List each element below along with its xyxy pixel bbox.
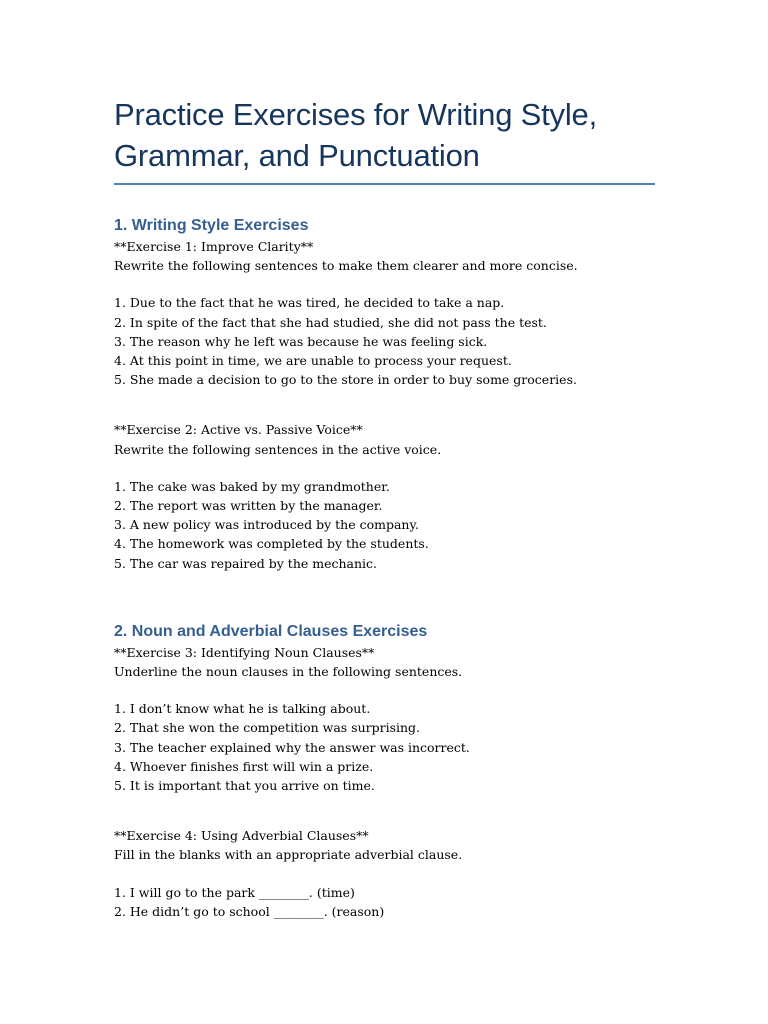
exercise-3-list — [114, 699, 655, 795]
list-item: 1. Due to the fact that he was tired, he decided to take a nap. — [114, 295, 505, 311]
exercise-1-list — [114, 293, 655, 389]
exercise-1-label: **Exercise 1: Improve Clarity** — [114, 239, 314, 254]
exercise-2-label: **Exercise 2: Active vs. Passive Voice** — [114, 422, 363, 438]
list-item: 4. Whoever finishes first will win a prize. — [114, 758, 374, 774]
exercise-4-instruction: Fill in the blanks with an appropriate adverbial clause. — [114, 847, 463, 863]
list-item: 3. The teacher explained why the answer was incorrect. — [114, 739, 470, 755]
list-item: 2. He didn’t go to school ________. (reason) — [114, 903, 385, 919]
list-item: 4. The homework was completed by the students. — [114, 536, 429, 552]
exercise-4-label: **Exercise 4: Using Adverbial Clauses** — [114, 828, 369, 844]
exercise-2-list — [114, 477, 655, 573]
list-item: 4. At this point in time, we are unable to process your request. — [114, 353, 512, 369]
list-item: 2. In spite of the fact that she had studied, she did not pass the test. — [114, 314, 547, 330]
exercise-3-instruction: Underline the noun clauses in the following sentences. — [114, 664, 463, 680]
list-item: 5. She made a decision to go to the store in order to buy some groceries. — [114, 372, 577, 388]
title-line-1: Practice Exercises for Writing Style, — [114, 97, 597, 132]
section-heading-writing-style: 1. Writing Style Exercises — [114, 217, 309, 234]
list-item: 1. The cake was baked by my grandmother. — [114, 478, 390, 494]
list-item: 2. The report was written by the manager. — [114, 498, 383, 514]
list-item: 2. That she won the competition was surprising. — [114, 720, 421, 736]
exercise-1-instruction: Rewrite the following sentences to make them clearer and more concise. — [114, 258, 578, 274]
list-item: 3. The reason why he left was because he was feeling sick. — [114, 333, 488, 349]
section-heading-clauses: 2. Noun and Adverbial Clauses Exercises — [114, 622, 428, 640]
list-item: 1. I don’t know what he is talking about. — [114, 701, 371, 717]
list-item: 5. It is important that you arrive on time. — [114, 778, 375, 794]
title-underline-rule — [114, 183, 655, 185]
exercise-4-list — [114, 883, 655, 921]
list-item: 1. I will go to the park ________. (time) — [114, 884, 355, 900]
list-item: 3. A new policy was introduced by the company. — [114, 517, 419, 533]
document-title — [114, 94, 655, 176]
document-page — [114, 94, 655, 921]
list-item: 5. The car was repaired by the mechanic. — [114, 555, 378, 571]
exercise-3-label: **Exercise 3: Identifying Noun Clauses** — [114, 644, 375, 660]
exercise-2-instruction: Rewrite the following sentences in the active voice. — [114, 441, 442, 457]
title-line-2: Grammar, and Punctuation — [114, 138, 480, 173]
